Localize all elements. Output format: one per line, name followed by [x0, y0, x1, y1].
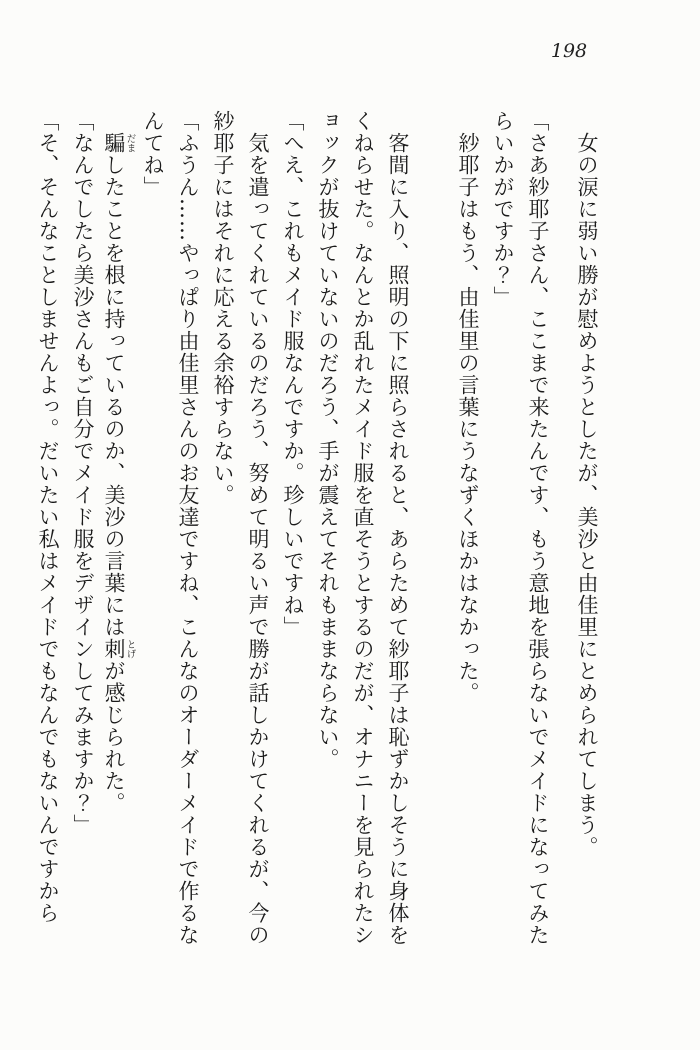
text-column: 「なんでしたら美沙さんもご自分でメイド服をデザインしてみますか？」: [71, 110, 95, 836]
text-column: 紗耶子はもう、由佳里の言葉にうなずくほかはなかった。: [456, 132, 480, 704]
ruby-annotated-kanji: 刺とげ: [102, 638, 136, 660]
text-column: 紗耶子にはそれに応える余裕すらない。: [211, 110, 235, 506]
text-column: 「さあ紗耶子さん、ここまで来たんです、もう意地を張らないでメイドになってみた: [526, 110, 550, 946]
body-text: [30, 110, 604, 958]
text-column: んてね」: [141, 110, 165, 198]
text-column: 客間に入り、照明の下に照らされると、あらためて紗耶子は恥ずかしそうに身体を: [386, 132, 410, 946]
text-column: 「へえ、これもメイド服なんですか。珍しいですね」: [281, 110, 305, 638]
text-column: 「そ、そんなことしませんよっ。だいたい私はメイドでもなんでもないんですから: [36, 110, 60, 924]
text-column: 「ふうん……やっぱり由佳里さんのお友達ですね、こんなのオーダーメイドで作るな: [176, 110, 200, 946]
page-number: 198: [550, 40, 588, 62]
text-column: 気を遣ってくれているのだろう、努めて明るい声で勝が話しかけてくれるが、今の: [246, 132, 270, 946]
text-column: らいかがですか？」: [491, 110, 515, 308]
text-column: くねらせた。なんとか乱れたメイド服を直そうとするのだが、オナニーを見られたシ: [351, 110, 375, 946]
text-column: 女の涙に弱い勝が慰めようとしたが、美沙と由佳里にとめられてしまう。: [575, 132, 599, 858]
ruby-annotated-kanji: 騙だま: [102, 132, 136, 154]
text-column: 騙だましたことを根に持っているのか、美沙の言葉には刺とげが感じられた。: [102, 132, 136, 814]
text-column: ョックが抜けていないのだろう、手が震えてそれもままならない。: [316, 110, 340, 770]
